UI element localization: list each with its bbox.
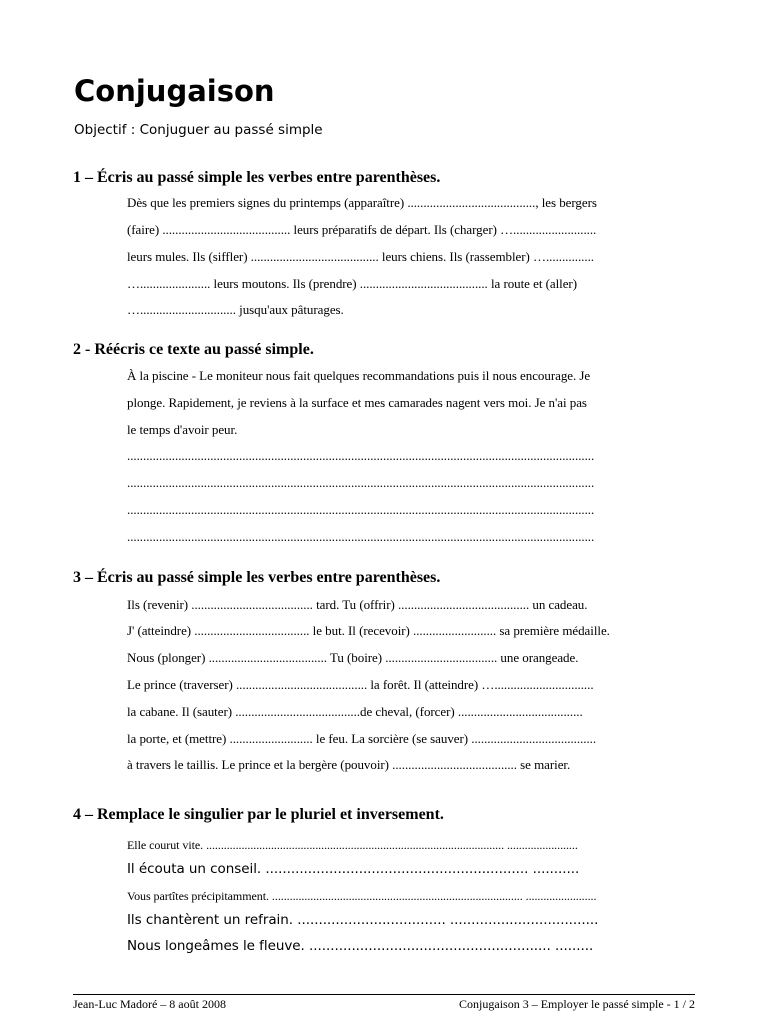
section-1-line: (faire) ........................................ leurs préparatifs de départ. Ils (charger) …..........................: [127, 222, 597, 237]
page-title: Conjugaison: [74, 74, 275, 108]
section-1-heading: 1 – Écris au passé simple les verbes entre parenthèses.: [73, 169, 441, 186]
section-2-answer-line: ..................................................................................................................................................: [127, 502, 595, 517]
section-1-line: Dès que les premiers signes du printemps (apparaître) ........................................, les bergers: [127, 195, 597, 210]
section-1-line: leurs mules. Ils (siffler) ........................................ leurs chiens. Ils (rassembler) …...............: [127, 249, 594, 264]
section-2-answer-line: ..................................................................................................................................................: [127, 475, 595, 490]
section-3-line: J' (atteindre) .................................... le but. Il (recevoir) .......................... sa première médaille.: [127, 623, 610, 638]
footer-author-date: Jean-Luc Madoré – 8 août 2008: [73, 997, 226, 1011]
section-1-line: ….............................. jusqu'aux pâturages.: [127, 302, 344, 317]
section-2-answer-line: ..................................................................................................................................................: [127, 529, 595, 544]
section-2-text-line: le temps d'avoir peur.: [127, 422, 238, 437]
section-2-heading: 2 - Réécris ce texte au passé simple.: [73, 341, 314, 358]
section-3-line: la porte, et (mettre) .......................... le feu. La sorcière (se sauver) .......................................: [127, 731, 597, 746]
section-3-line: la cabane. Il (sauter) .......................................de cheval, (forcer) .......................................: [127, 704, 583, 719]
section-4-heading: 4 – Remplace le singulier par le pluriel et inversement.: [73, 806, 444, 823]
section-2-text-line: À la piscine - Le moniteur nous fait quelques recommandations puis il nous encourage. Je: [127, 368, 591, 383]
section-3-heading: 3 – Écris au passé simple les verbes entre parenthèses.: [73, 569, 441, 586]
section-4-line: Il écouta un conseil. .............................................................. ...........: [127, 861, 580, 877]
section-3-line: Ils (revenir) ...................................... tard. Tu (offrir) ......................................... un cadeau.: [127, 597, 588, 612]
objective: Objectif : Conjuguer au passé simple: [74, 122, 323, 138]
section-4-line: Elle courut vite. ..................................................................................................... ........................: [127, 838, 578, 852]
section-3-line: Le prince (traverser) ......................................... la forêt. Il (atteindre) …...............................: [127, 677, 594, 692]
section-3-line: Nous (plonger) ..................................... Tu (boire) ................................... une orangeade.: [127, 650, 579, 665]
section-2-answer-line: ..................................................................................................................................................: [127, 448, 595, 463]
section-4-line: Ils chantèrent un refrain. ................................... ...................................: [127, 912, 599, 928]
section-4-line: Vous partîtes précipitamment. ..................................................................................... ........................: [127, 889, 597, 903]
section-2-text-line: plonge. Rapidement, je reviens à la surface et mes camarades nagent vers moi. Je n'ai pas: [127, 395, 587, 410]
section-3-line: à travers le taillis. Le prince et la bergère (pouvoir) ....................................... se marier.: [127, 757, 571, 772]
section-4-line: Nous longeâmes le fleuve. ......................................................... .........: [127, 938, 594, 954]
footer-divider: [73, 994, 695, 995]
footer-page-info: Conjugaison 3 – Employer le passé simple - 1 / 2: [459, 997, 695, 1011]
section-1-line: …...................... leurs moutons. Ils (prendre) ........................................ la route et (aller): [127, 276, 577, 291]
